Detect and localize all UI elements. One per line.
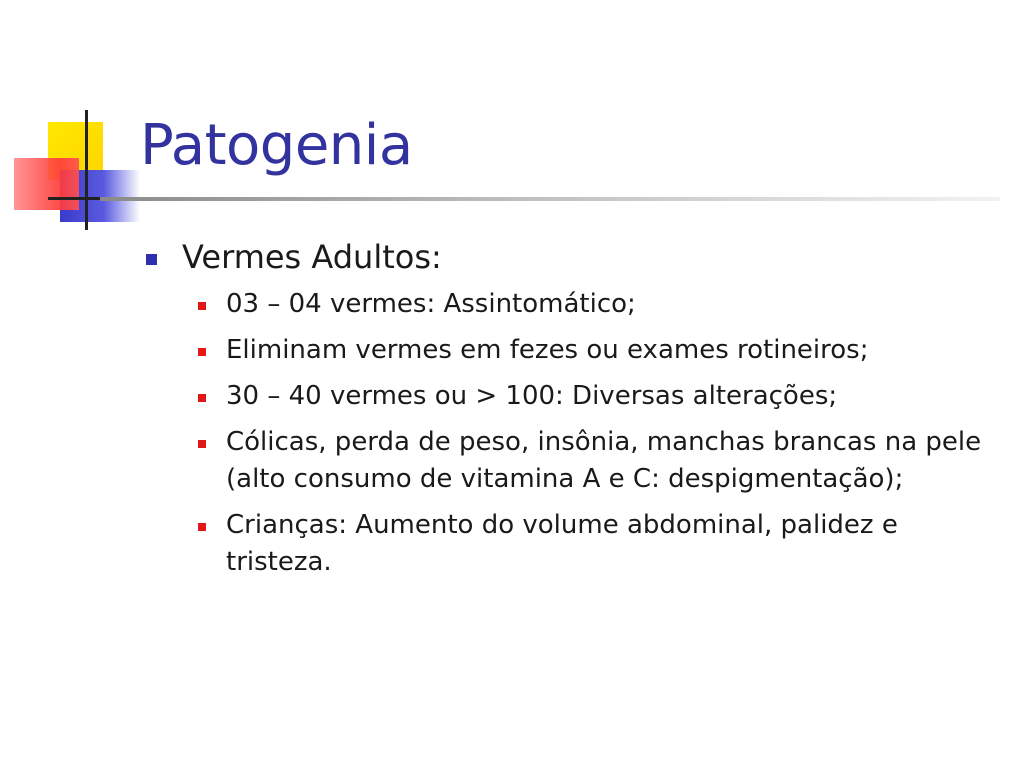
title-underline-divider [100,197,1000,201]
sub-bullet-text: Crianças: Aumento do volume abdominal, palidez e tristeza. [226,510,898,577]
logo-red-square [14,158,79,210]
bullet-item-level1 [140,232,1000,282]
corner-logo-decoration [0,100,150,240]
bullet-text: Vermes Adultos: [182,238,442,276]
slide-title: Patogenia [140,113,413,178]
sub-bullet-text: 30 – 40 vermes ou > 100: Diversas alterações; [226,381,838,411]
slide-content [140,232,1000,590]
sub-bullet-list [140,286,1000,581]
sub-bullet-text: Cólicas, perda de peso, insônia, manchas brancas na pele (alto consumo de vitamina A e C: despigmentação); [226,427,982,494]
square-bullet-icon [198,348,206,356]
square-bullet-icon [198,523,206,531]
sub-bullet-item [198,424,1000,498]
sub-bullet-item [198,286,1000,323]
square-bullet-icon [198,394,206,402]
sub-bullet-item [198,332,1000,369]
square-bullet-icon [146,254,157,265]
sub-bullet-text: 03 – 04 vermes: Assintomático; [226,289,636,319]
sub-bullet-item [198,378,1000,415]
sub-bullet-text: Eliminam vermes em fezes ou exames rotineiros; [226,335,869,365]
square-bullet-icon [198,302,206,310]
square-bullet-icon [198,440,206,448]
logo-vertical-line [85,110,88,230]
sub-bullet-item [198,507,1000,581]
